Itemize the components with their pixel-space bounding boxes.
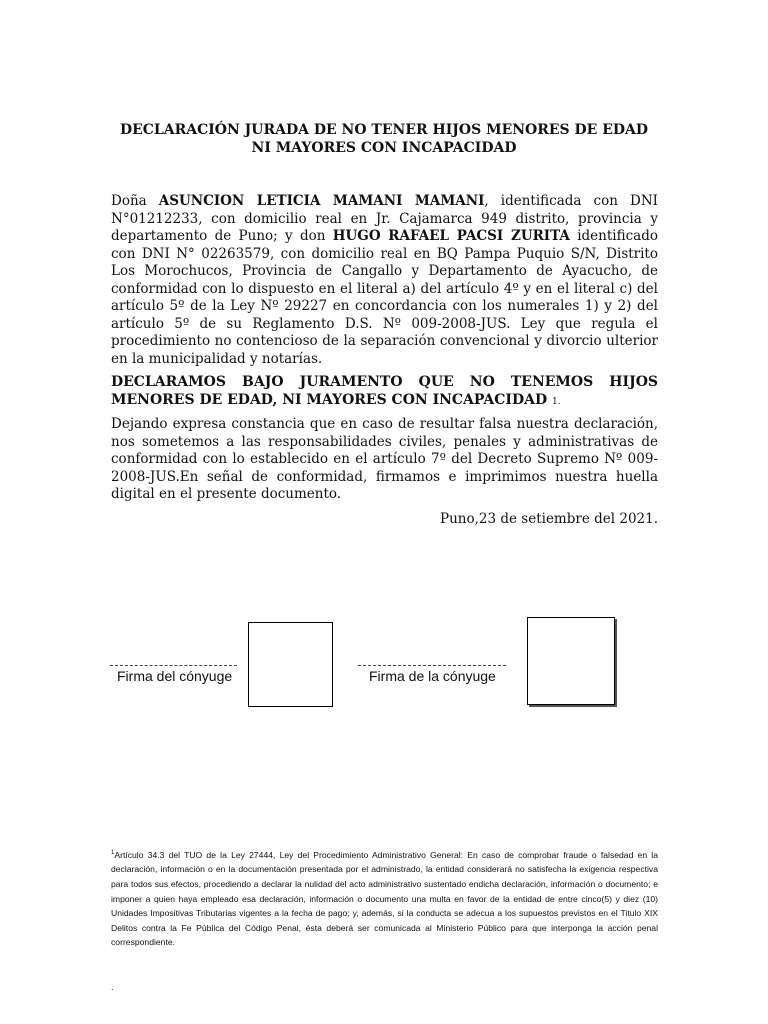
declarant-2-details: identificado con DNI N° 02263579, con domicilio real en BQ Pampa Puquio S/N, Distrito Los Morochucos, Provincia de Cangallo y Departamento de Ayacucho, de conformidad con lo dispuesto en el literal a) del artículo 4º y en el literal c) del artículo 5º de la Ley Nº 29227 en concordancia con los numerales 1) y 2) del artículo 5º de su Reglamento D.S. Nº 009-2008-JUS. Ley que regula el procedimiento no contencioso de la separación convencional y divorcio ulterior en la municipalidad y notarías. bbox=[111, 228, 658, 367]
declarant-1-details: , identificada con DNI N°01212233, con domicilio real en Jr. Cajamarca 949 distrito, provincia y departamento de Puno; y don bbox=[111, 193, 658, 244]
trailing-mark: . bbox=[111, 982, 114, 992]
title-line-2: NI MAYORES CON INCAPACIDAD bbox=[251, 140, 517, 156]
fingerprint-box-2 bbox=[527, 617, 615, 705]
footnote-marker: 1 bbox=[111, 850, 115, 856]
signature-line-2 bbox=[358, 665, 506, 666]
sworn-declaration bbox=[111, 373, 658, 411]
signature-line-1 bbox=[110, 665, 237, 666]
signature-label-1: Firma del cónyuge bbox=[117, 668, 233, 684]
declarant-2-name: HUGO RAFAEL PACSI ZURITA bbox=[332, 228, 570, 244]
document-title bbox=[110, 121, 658, 157]
signature-label-2: Firma de la cónyuge bbox=[369, 668, 496, 684]
title-line-1: DECLARACIÓN JURADA DE NO TENER HIJOS MENORES DE EDAD bbox=[119, 122, 649, 138]
fingerprint-box-1 bbox=[248, 622, 333, 707]
declaration-text: DECLARAMOS BAJO JURAMENTO QUE NO TENEMOS HIJOS MENORES DE EDAD, NI MAYORES CON INCAPACIDAD bbox=[111, 374, 658, 408]
place-date: Puno,23 de setiembre del 2021. bbox=[440, 511, 658, 527]
footnote bbox=[111, 846, 658, 950]
declarant-1-name: ASUNCION LETICIA MAMANI MAMANI bbox=[158, 193, 485, 209]
footnote-text: Artículo 34.3 del TUO de la Ley 27444, Ley del Procedimiento Administrativo General: En caso de comprobar fraude o falsedad en la declaración, información o en la documentación presentada por el administrado, la entidad considerará no satisfecha la exigencia respectiva para todos sus efectos, procediendo a declarar la nulidad del acto administrativo sustentado endicha declaración, información o documento; e imponer a quien haya empleado esa declaración, información o documento una multa en favor de la entidad de entre cinco(5) y diez (10) Unidades Impositivas Tributarias vigentes a la fecha de pago; y, además, si la conducta se adecua a los supuestos previstos en el Titulo XIX Delitos contra la Fe Pública del Código Penal, ésta deberá ser comunicada al Ministerio Público para que interponga la acción penal correspondiente. bbox=[111, 849, 658, 948]
intro-text: Doña bbox=[111, 193, 159, 209]
conformity-paragraph: Dejando expresa constancia que en caso de resultar falsa nuestra declaración, nos sometemos a las responsabilidades civiles, penales y administrativas de conformidad con lo establecido en el artículo 7º del Decreto Supremo Nº 009-2008-JUS.En señal de conformidad, firmamos e imprimimos nuestra huella digital en el presente documento. bbox=[111, 416, 658, 502]
identification-paragraph bbox=[111, 193, 658, 368]
footnote-reference: 1. bbox=[552, 397, 561, 407]
